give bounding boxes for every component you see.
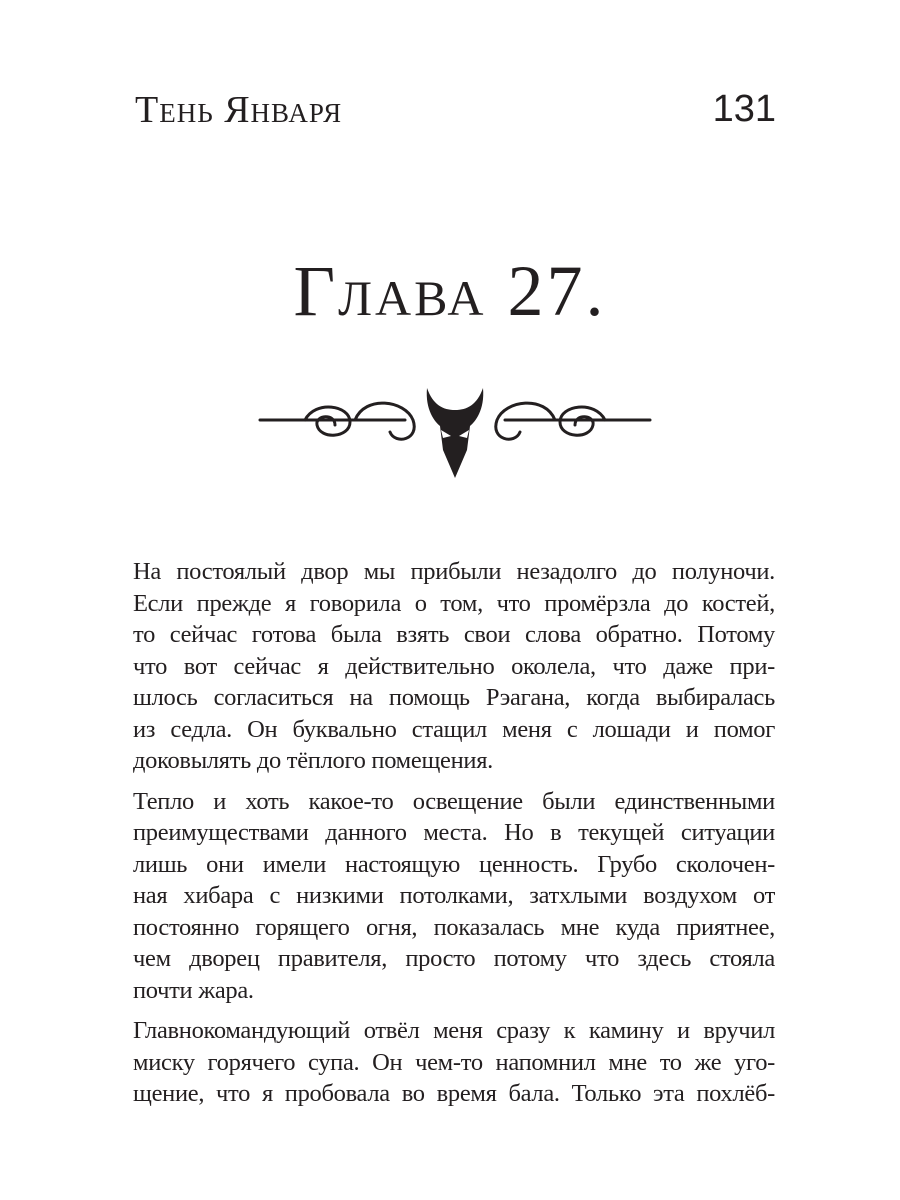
text-line: то сейчас готова была взять свои слова обратно. Потому xyxy=(133,621,775,648)
text-line: из седла. Он буквально стащил меня с лошади и помог xyxy=(133,715,775,743)
chapter-title: Глава 27. xyxy=(293,251,607,331)
text-line: На постоялый двор мы прибыли незадолго до полуночи. xyxy=(133,558,775,585)
text-line: миску горячего супа. Он чем-то напомнил мне то же уго- xyxy=(133,1048,775,1076)
paragraph xyxy=(133,556,775,777)
text-line: ная хибара с низкими потолками, затхлыми воздухом от xyxy=(133,882,775,909)
text-line: доковылять до тёплого помещения. xyxy=(133,747,494,774)
page-number: 131 xyxy=(712,88,776,130)
text-line: что вот сейчас я действительно околела, что даже при- xyxy=(133,652,775,680)
text-line: Если прежде я говорила о том, что промёрзла до костей, xyxy=(133,589,775,617)
devil-mask-ornament-icon xyxy=(255,380,655,480)
text-line: чем дворец правителя, просто потому что здесь стояла xyxy=(133,945,775,972)
text-line: постоянно горящего огня, показалась мне куда приятнее, xyxy=(133,913,775,941)
text-line: Главнокомандующий отвёл меня сразу к камину и вручил xyxy=(133,1017,775,1044)
text-line: шлось согласиться на помощь Рэагана, когда выбиралась xyxy=(133,684,775,711)
text-line: преимуществами данного места. Но в текущей ситуации xyxy=(133,819,775,846)
running-title: Тень Января xyxy=(135,89,343,131)
text-line: щение, что я пробовала во время бала. Только эта похлёб- xyxy=(133,1080,775,1107)
text-line: Тепло и хоть какое-то освещение были единственными xyxy=(133,787,775,815)
body-text xyxy=(133,556,775,1119)
text-line: почти жара. xyxy=(133,976,254,1004)
text-line: лишь они имели настоящую ценность. Грубо сколочен- xyxy=(133,850,775,878)
paragraph xyxy=(133,786,775,1007)
paragraph xyxy=(133,1015,775,1110)
